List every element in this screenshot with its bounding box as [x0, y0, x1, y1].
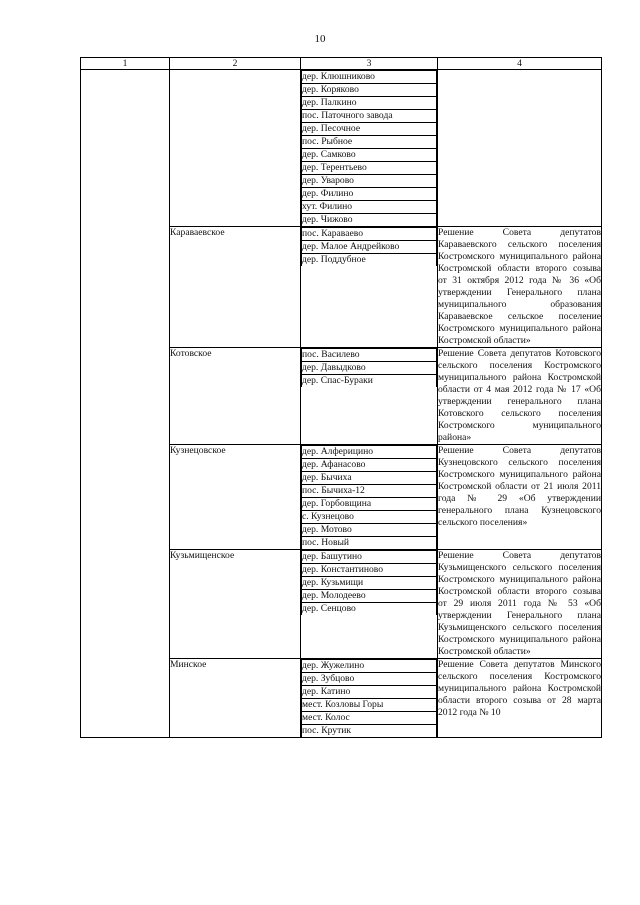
list-item	[302, 349, 437, 362]
settlement-name: Минское	[170, 659, 301, 738]
village-name: мест. Козловы Горы	[302, 699, 437, 712]
table-header-row	[81, 58, 602, 70]
village-list-cell	[301, 227, 438, 348]
village-name: дер. Клюшниково	[302, 71, 437, 84]
village-name: пос. Караваево	[302, 228, 437, 241]
list-item	[302, 498, 437, 511]
village-name: дер. Мотово	[302, 524, 437, 537]
page-number: 10	[314, 33, 326, 45]
village-name: с. Кузнецово	[302, 511, 437, 524]
list-item	[302, 485, 437, 498]
village-name: пос. Василево	[302, 349, 437, 362]
list-item	[302, 188, 437, 201]
village-name: дер. Уварово	[302, 175, 437, 188]
list-item	[302, 673, 437, 686]
decision-text: Решение Совета депутатов Котовского сельского поселения Костромского муниципального района Костромской области от 4 мая 2012 года № 17 «Об утверждении генерального плана Котовского сельского поселения Костромского муниципального района»	[438, 348, 601, 443]
village-name: дер. Константиново	[302, 564, 437, 577]
list-item	[302, 241, 437, 254]
list-item	[302, 564, 437, 577]
list-item	[302, 136, 437, 149]
village-name: дер. Палкино	[302, 97, 437, 110]
table-body	[81, 70, 602, 738]
settlement-name	[170, 70, 301, 227]
settlement-name: Караваевское	[170, 227, 301, 348]
header-col-1: 1	[81, 58, 170, 70]
list-item	[302, 686, 437, 699]
village-name: пос. Рыбное	[302, 136, 437, 149]
village-name: пос. Паточного завода	[302, 110, 437, 123]
list-item	[302, 362, 437, 375]
header-col-3: 3	[301, 58, 438, 70]
settlement-name: Кузнецовское	[170, 445, 301, 550]
village-list	[301, 445, 437, 549]
list-item	[302, 590, 437, 603]
village-name: дер. Молодеево	[302, 590, 437, 603]
village-list	[301, 70, 437, 226]
village-name: дер. Зубцово	[302, 673, 437, 686]
list-item	[302, 472, 437, 485]
village-list-cell	[301, 550, 438, 659]
list-item	[302, 254, 437, 267]
village-list-cell	[301, 445, 438, 550]
village-name: дер. Филино	[302, 188, 437, 201]
village-name: пос. Новый	[302, 537, 437, 550]
settlement-name: Кузьмищенское	[170, 550, 301, 659]
list-item	[302, 214, 437, 227]
village-name: дер. Коряково	[302, 84, 437, 97]
village-name: дер. Бычиха	[302, 472, 437, 485]
list-item	[302, 71, 437, 84]
list-item	[302, 84, 437, 97]
settlement-name: Котовское	[170, 348, 301, 445]
village-name: дер. Башутино	[302, 551, 437, 564]
header-col-4: 4	[438, 58, 602, 70]
village-name: дер. Кузьмищи	[302, 577, 437, 590]
village-name: дер. Афанасово	[302, 459, 437, 472]
village-name: дер. Чижово	[302, 214, 437, 227]
list-item	[302, 699, 437, 712]
decision-text	[438, 70, 602, 227]
village-list-cell	[301, 348, 438, 445]
list-item	[302, 537, 437, 550]
village-name: хут. Филино	[302, 201, 437, 214]
village-name: пос. Крутик	[302, 725, 437, 738]
village-name: дер. Горбовщина	[302, 498, 437, 511]
list-item	[302, 551, 437, 564]
list-item	[302, 149, 437, 162]
district-cell	[81, 70, 170, 738]
village-list	[301, 227, 437, 266]
village-name: пос. Бычиха-12	[302, 485, 437, 498]
list-item	[302, 577, 437, 590]
list-item	[302, 375, 437, 388]
list-item	[302, 201, 437, 214]
village-name: дер. Давыдково	[302, 362, 437, 375]
list-item	[302, 123, 437, 136]
village-name: дер. Сенцово	[302, 603, 437, 616]
header-col-2: 2	[170, 58, 301, 70]
village-name: дер. Поддубное	[302, 254, 437, 267]
village-list	[301, 550, 437, 615]
village-name: мест. Колос	[302, 712, 437, 725]
list-item	[302, 660, 437, 673]
village-name: дер. Песочное	[302, 123, 437, 136]
village-name: дер. Жужелино	[302, 660, 437, 673]
decision-text: Решение Совета депутатов Кузьмищенского сельского поселения Костромского муниципального района Костромской области второго созыва от 29 июля 2011 года № 53 «Об утверждении Генерального плана Кузьмищенского сельского поселения Костромского муниципального района Костромской области»	[438, 550, 601, 657]
list-item	[302, 725, 437, 738]
village-name: дер. Спас-Бураки	[302, 375, 437, 388]
settlements-table	[80, 57, 602, 738]
decision-text: Решение Совета депутатов Кузнецовского сельского поселения Костромского муниципального района Костромской области от 21 июля 2011 года № 29 «Об утверждении генерального плана Кузнецовского сельского поселения»	[438, 445, 602, 550]
list-item	[302, 228, 437, 241]
list-item	[302, 524, 437, 537]
village-name: дер. Малое Андрейково	[302, 241, 437, 254]
list-item	[302, 511, 437, 524]
list-item	[302, 603, 437, 616]
decision-text: Решение Совета депутатов Минского сельского поселения Костромского муниципального района Костромской области второго созыва от 28 марта 2012 года № 10	[438, 659, 602, 738]
list-item	[302, 175, 437, 188]
list-item	[302, 97, 437, 110]
list-item	[302, 110, 437, 123]
list-item	[302, 459, 437, 472]
village-list-cell	[301, 659, 438, 738]
list-item	[302, 446, 437, 459]
village-list-cell	[301, 70, 438, 227]
table-row	[81, 70, 602, 227]
village-list	[301, 659, 437, 737]
list-item	[302, 162, 437, 175]
village-name: дер. Алферицино	[302, 446, 437, 459]
village-name: дер. Терентьево	[302, 162, 437, 175]
list-item	[302, 712, 437, 725]
village-name: дер. Катино	[302, 686, 437, 699]
village-name: дер. Самково	[302, 149, 437, 162]
village-list	[301, 348, 437, 387]
decision-text: Решение Совета депутатов Караваевского сельского поселения Костромского муниципального района Костромской области второго созыва от 31 октября 2012 года № 36 «Об утверждении Генерального плана муниципального образования Караваевское сельское поселение Костромского муниципального района Костромской области»	[438, 227, 601, 346]
